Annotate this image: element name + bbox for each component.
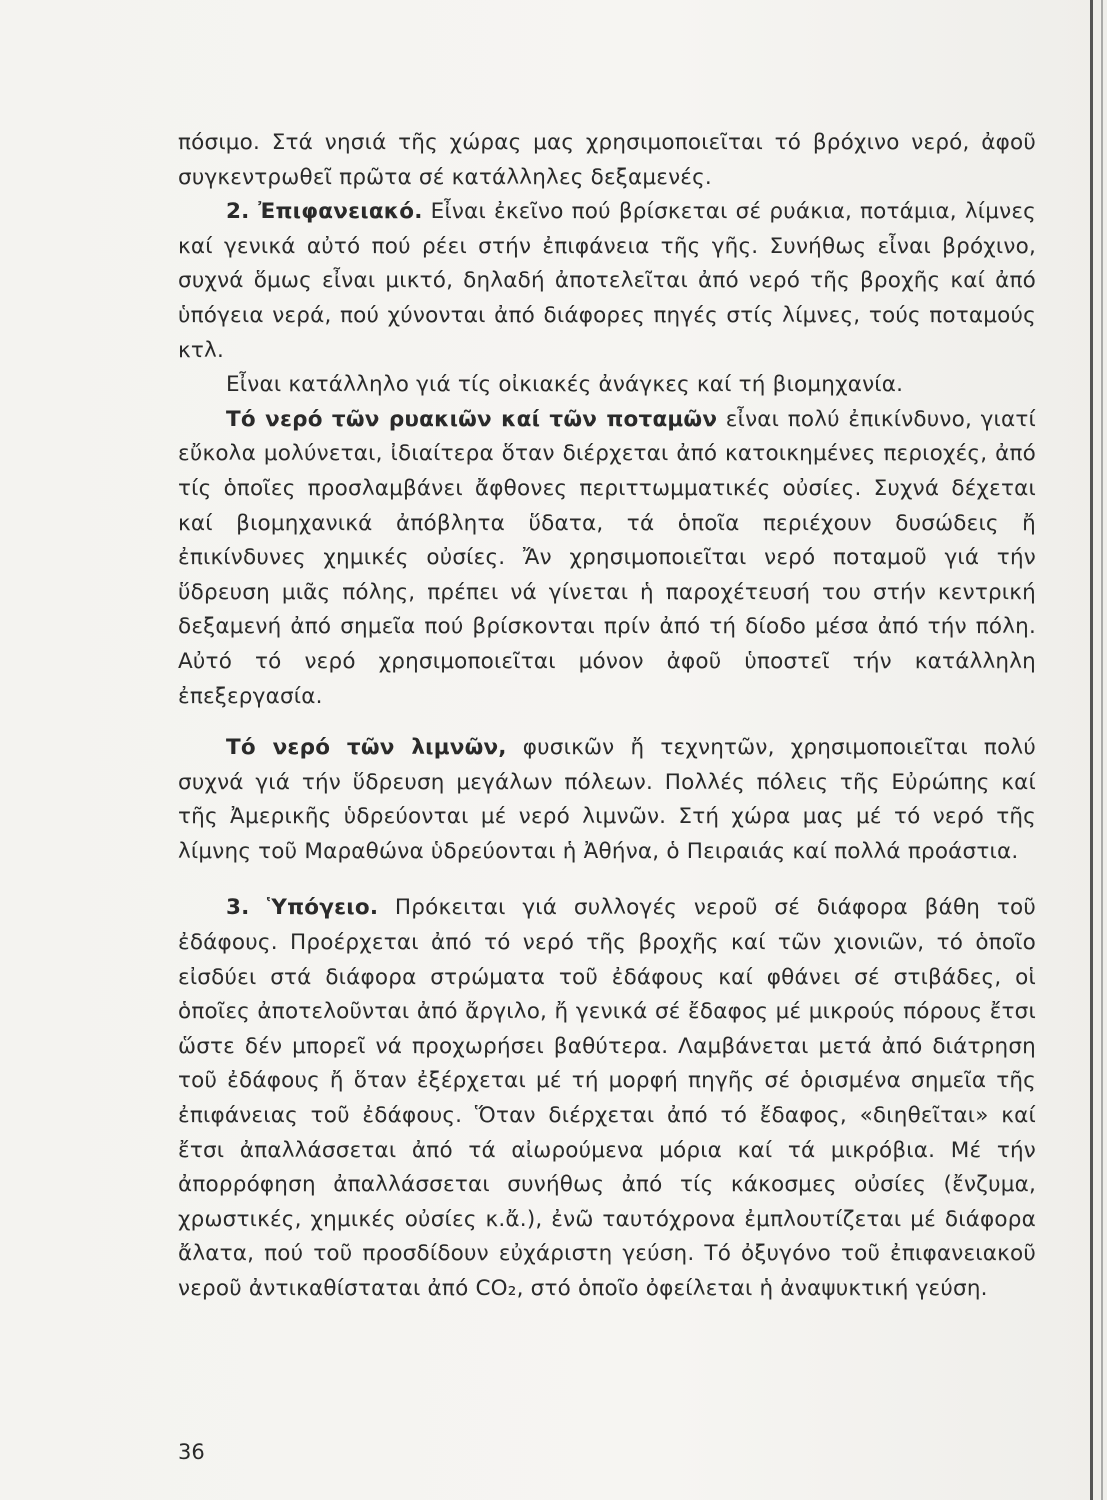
- page-number: 36: [178, 1440, 205, 1464]
- paragraph-text: πόσιμο. Στά νησιά τῆς χώρας μας χρησιμοποιεῖται τό βρόχινο νερό, ἀφοῦ συγκεντρωθεῖ πρῶτα σέ κατάλληλες δεξαμενές.: [178, 130, 1036, 190]
- page-edge-line: [1101, 0, 1103, 1500]
- paragraph-text: Πρόκειται γιά συλλογές νεροῦ σέ διάφορα βάθη τοῦ ἐδάφους. Προέρχεται ἀπό τό νερό τῆς βροχῆς καί τῶν χιονιῶν, τό ὁποῖο εἰσδύει στά διάφορα στρώματα τοῦ ἐδάφους καί φθάνει σέ στιβάδες, οἱ ὁποῖες ἀποτελοῦνται ἀπό ἄργιλο, ἤ γενικά σέ ἔδαφος μέ μικρούς πόρους ἔτσι ὥστε δέν μπορεῖ νά προχωρήσει βαθύτερα. Λαμβάνεται μετά ἀπό διάτρηση τοῦ ἐδάφους ἤ ὅταν ἐξέρχεται μέ τή μορφή πηγῆς σέ ὁρισμένα σημεῖα τῆς ἐπιφάνειας τοῦ ἐδάφους. Ὅταν διέρχεται ἀπό τό ἔδαφος, «διηθεῖται» καί ἔτσι ἀπαλλάσσεται ἀπό τά αἰωρούμενα μόρια καί τά μικρόβια. Μέ τήν ἀπορρόφηση ἀπαλλάσσεται συνήθως ἀπό τίς κάκοσμες οὐσίες (ἔνζυμα, χρωστικές, χημικές οὐσίες κ.ἄ.), ἐνῶ ταυτόχρονα ἐμπλουτίζεται μέ διάφορα ἄλατα, πού τοῦ προσδίδουν εὐχάριστη γεύση. Τό ὀξυγόνο τοῦ ἐπιφανειακοῦ νεροῦ ἀντικαθίσταται ἀπό CO₂, στό ὁποῖο ὀφείλεται ἡ ἀναψυκτική γεύση.: [178, 895, 1036, 1301]
- paragraph-groundwater: [178, 891, 1036, 1306]
- section-heading-surface: 2. Ἐπιφανειακό.: [226, 199, 423, 225]
- paragraph-text: Εἶναι ἐκεῖνο πού βρίσκεται σέ ρυάκια, ποτάμια, λίμνες καί γενικά αὐτό πού ρέει στήν ἐπιφάνεια τῆς γῆς. Συνήθως εἶναι βρόχινο, συχνά ὅμως εἶναι μικτό, δηλαδή ἀποτελεῖται ἀπό νερό τῆς βροχῆς καί ἀπό ὑπόγεια νερά, πού χύνονται ἀπό διάφορες πηγές στίς λίμνες, τούς ποταμούς κτλ.: [178, 199, 1037, 363]
- paragraph-suitability: [178, 368, 1036, 403]
- section-heading-groundwater: 3. Ὑπόγειο.: [226, 895, 379, 921]
- bold-lead-rivers: Τό νερό τῶν ρυακιῶν καί τῶν ποταμῶν: [226, 406, 718, 432]
- paragraph-text: Εἶναι κατάλληλο γιά τίς οἰκιακές ἀνάγκες καί τή βιομηχανία.: [226, 372, 904, 398]
- paragraph-text: εἶναι πολύ ἐπικίνδυνο, γιατί εὔκολα μολύνεται, ἰδιαίτερα ὅταν διέρχεται ἀπό κατοικημένες περιοχές, ἀπό τίς ὁποῖες προσλαμβάνει ἄφθονες περιττωμματικές οὐσίες. Συχνά δέχεται καί βιομηχανικά ἀπόβλητα ὕδατα, τά ὁποῖα περιέχουν δυσώδεις ἤ ἐπικίνδυνες χημικές οὐσίες. Ἄν χρησιμοποιεῖται νερό ποταμοῦ γιά τήν ὕδρευση μιᾶς πόλης, πρέπει νά γίνεται ἡ παροχέτευσή του στήν κεντρική δεξαμενή ἀπό σημεῖα πού βρίσκονται πρίν ἀπό τή δίοδο μέσα ἀπό τήν πόλη. Αὐτό τό νερό χρησιμοποιεῖται μόνον ἀφοῦ ὑποστεῖ τήν κατάλληλη ἐπεξεργασία.: [178, 406, 1036, 709]
- paragraph-lakes: [178, 731, 1036, 869]
- paragraph-rivers: [178, 403, 1036, 714]
- paragraph-surface-water: [178, 195, 1036, 368]
- page-edge-shadow: [1090, 0, 1093, 1500]
- bold-lead-lakes: Τό νερό τῶν λιμνῶν,: [226, 735, 507, 761]
- paragraph-potable-rain: [178, 126, 1036, 195]
- paragraph-text: φυσικῶν ἤ τεχνητῶν, χρησιμοποιεῖται πολύ συχνά γιά τήν ὕδρευση μεγάλων πόλεων. Πολλές πόλεις τῆς Εὐρώπης καί τῆς Ἀμερικῆς ὑδρεύονται μέ νερό λιμνῶν. Στή χώρα μας μέ τό νερό τῆς λίμνης τοῦ Μαραθώνα ὑδρεύονται ἡ Ἀθήνα, ὁ Πειραιάς καί πολλά προάστια.: [178, 735, 1036, 864]
- body-text: [178, 126, 1036, 1307]
